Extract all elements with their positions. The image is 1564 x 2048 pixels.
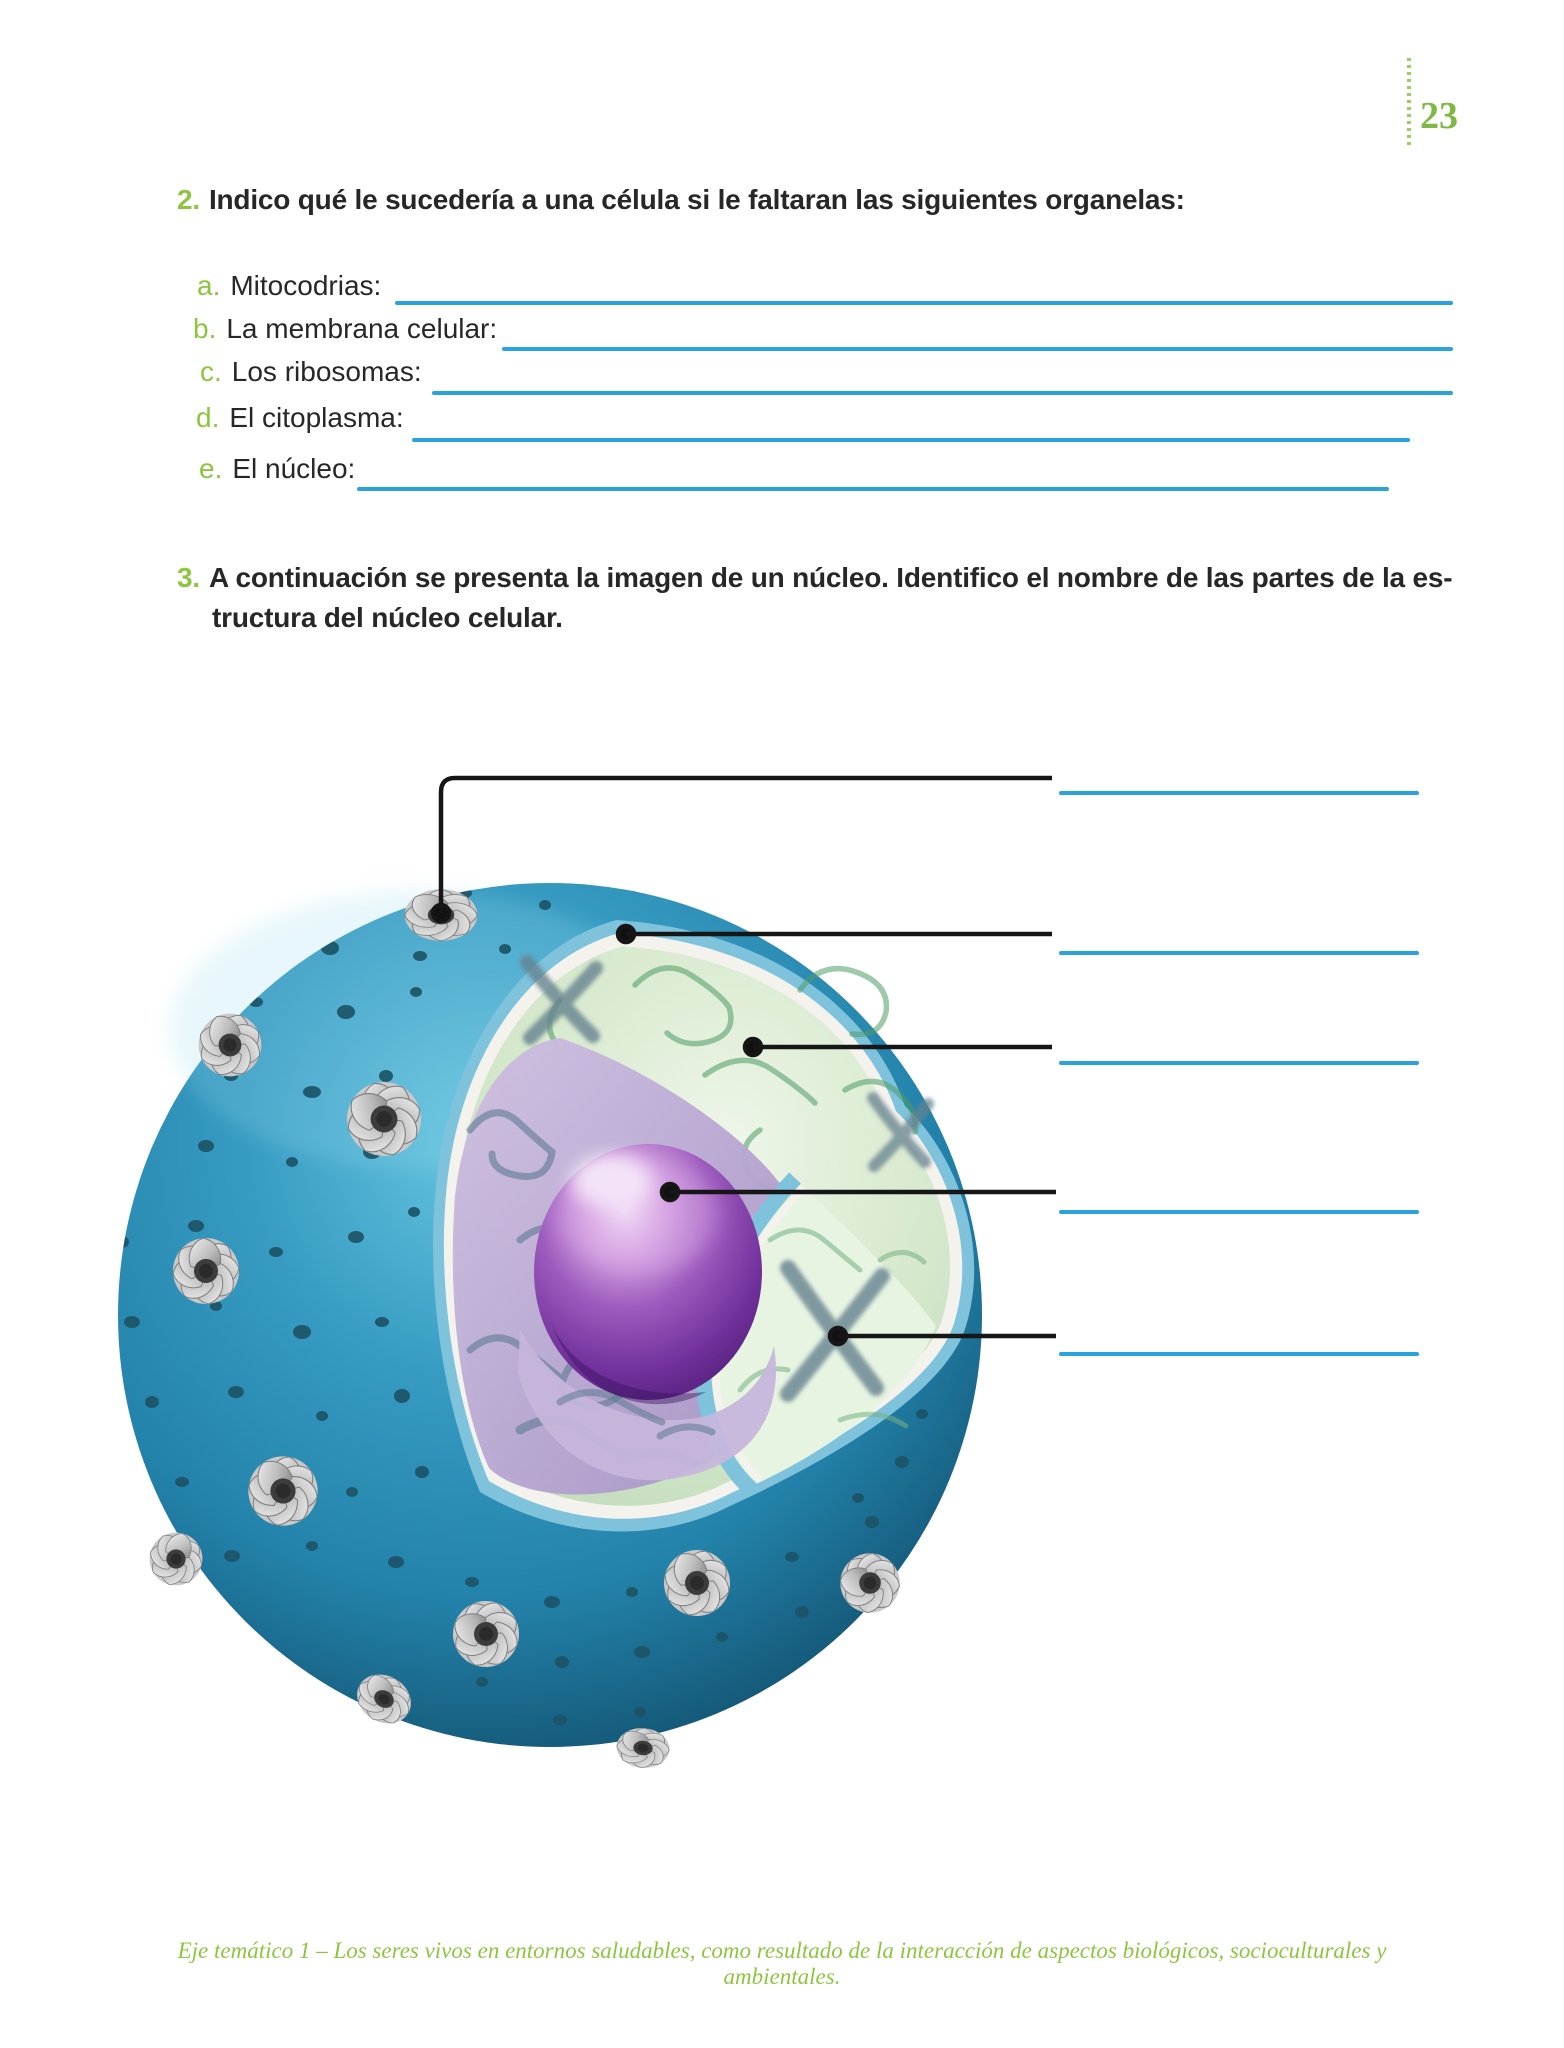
item-b-label: La membrana celular: — [226, 313, 498, 344]
diagram-answer-line-5[interactable] — [1059, 1352, 1419, 1356]
exercise3-number: 3. — [177, 562, 200, 593]
exercise2-prompt: Indico qué le sucedería a una célula si le faltaran las siguientes organelas: — [208, 184, 1185, 215]
exercise3-prompt-line1: A continuación se presenta la imagen de un núcleo. Identifico el nombre de las partes de la es- — [208, 562, 1453, 593]
diagram-answer-line-3[interactable] — [1059, 1061, 1419, 1065]
item-c-label: Los ribosomas: — [231, 356, 422, 387]
page-number: 23 — [1420, 95, 1458, 137]
item-d-label: El citoplasma: — [229, 402, 404, 433]
item-e-label: El núcleo: — [232, 453, 356, 484]
exercise2-number: 2. — [177, 184, 200, 215]
diagram-answer-line-4[interactable] — [1059, 1210, 1419, 1214]
footer-theme-text: Eje temático 1 – Los seres vivos en entornos saludables, como resultado de la interacción de aspectos biológicos, socioculturales y ambientales. — [177, 1938, 1387, 1989]
item-d-letter: d. — [196, 402, 220, 433]
item-a-letter: a. — [197, 270, 221, 301]
item-a-label: Mitocodrias: — [230, 270, 382, 301]
exercise3-prompt-line2: tructura del núcleo celular. — [212, 602, 563, 633]
diagram-answer-line-2[interactable] — [1059, 951, 1419, 955]
diagram-answer-line-1[interactable] — [1059, 791, 1419, 795]
item-b-letter: b. — [193, 313, 217, 344]
item-e-letter: e. — [199, 453, 223, 484]
item-c-letter: c. — [200, 356, 222, 387]
